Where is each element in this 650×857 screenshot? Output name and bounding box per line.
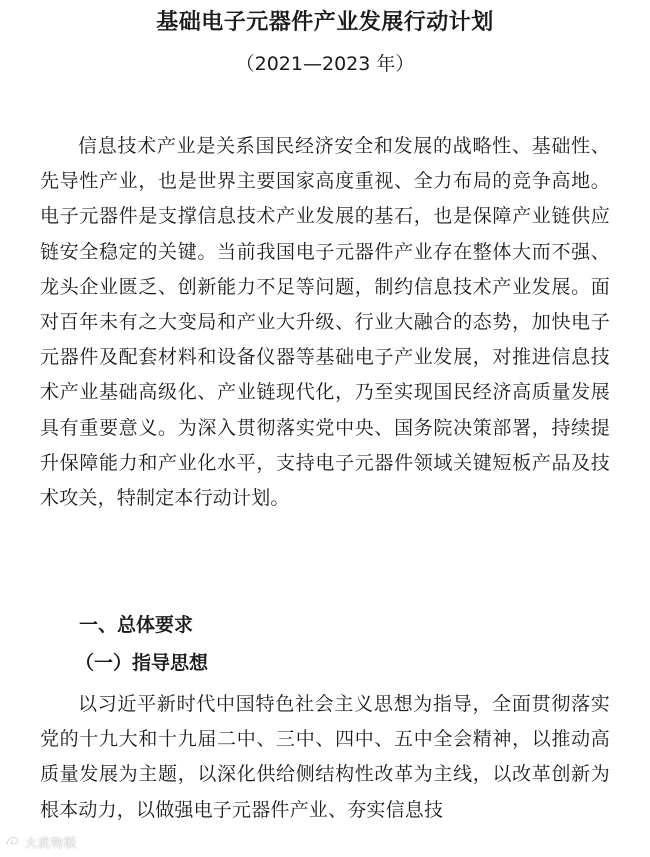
watermark-logo-icon [4,833,22,851]
subsection-heading: （一）指导思想 [75,652,209,674]
section-heading: 一、总体要求 [79,614,194,636]
watermark [4,833,77,851]
guiding-thought-paragraph: 以习近平新时代中国特色社会主义思想为指导，全面贯彻落实党的十九大和十九届二中、三中、四中、五中全会精神，以推动高质量发展为主题，以深化供给侧结构性改革为主线，以改革创新为根本动力，以做强电子元器件产业、夯实信息技 [40,693,610,821]
watermark-text: 大武物联 [25,835,78,850]
intro-paragraph: 信息技术产业是关系国民经济安全和发展的战略性、基础性、先导性产业，也是世界主要国家高度重视、全力布局的竞争高地。电子元器件是支撑信息技术产业发展的基石，也是保障产业链供应链安全稳定的关键。当前我国电子元器件产业存在整体大而不强、龙头企业匮乏、创新能力不足等问题，制约信息技术产业发展。面对百年未有之大变局和产业大升级、行业大融合的态势，加快电子元器件及配套材料和设备仪器等基础电子产业发展，对推进信息技术产业基础高级化、产业链现代化，乃至实现国民经济高质量发展具有重要意义。为深入贯彻落实党中央、国务院决策部署，持续提升保障能力和产业化水平，支持电子元器件领域关键短板产品及技术攻关，特制定本行动计划。 [40,135,610,510]
document-title: 基础电子元器件产业发展行动计划 [156,10,494,35]
document-subtitle: （2021—2023 年） [235,53,415,75]
